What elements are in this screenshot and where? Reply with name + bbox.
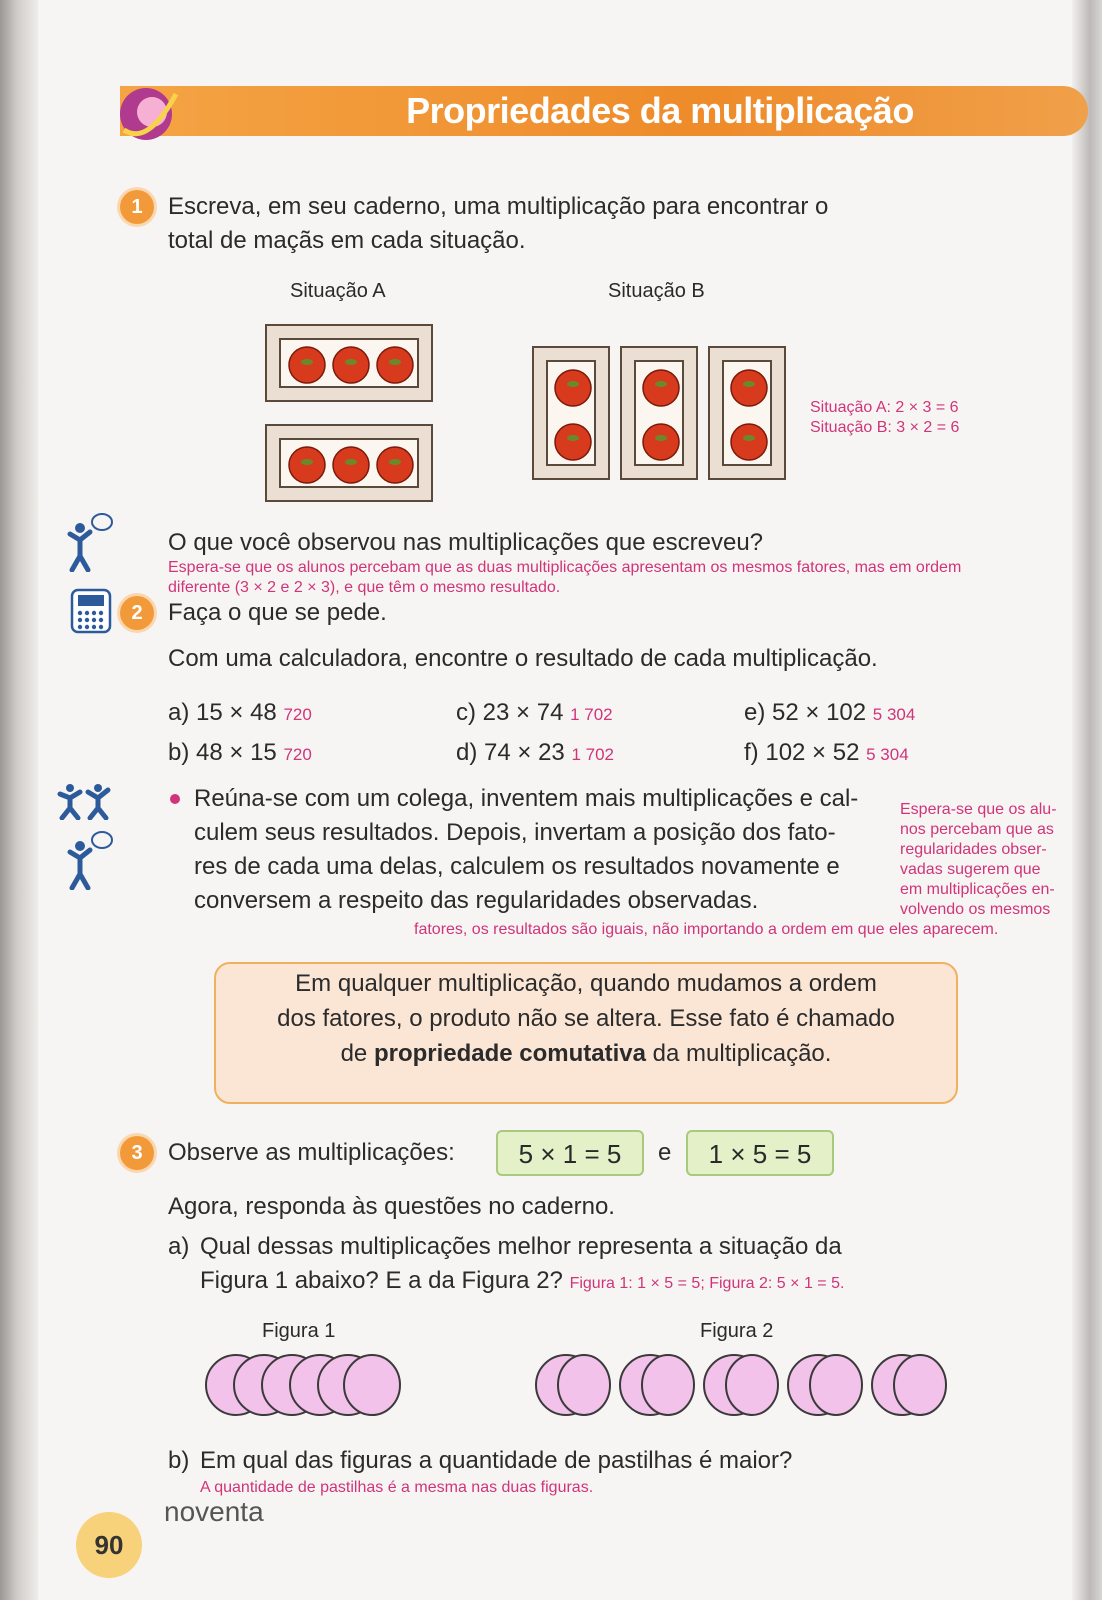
equation-1: 5 × 1 = 5 [496, 1130, 644, 1176]
item-d: d) 74 × 23 1 702 [456, 739, 614, 766]
observation-answer-line2: diferente (3 × 2 e 2 × 3), e que têm o mesmo resultado. [168, 579, 561, 596]
question-3-badge: 3 [120, 1136, 154, 1170]
bullet-side-answer: Espera-se que os alu- nos percebam que as regularidades obser- vadas sugerem que em multiplicações en- volvendo os mesmos [900, 801, 1057, 918]
page-number-word: noventa [164, 1496, 264, 1527]
figure-2-separate-tablets [532, 1352, 952, 1418]
question-3-intro: Observe as multiplicações: [168, 1139, 455, 1166]
observation-answer-line1: Espera-se que os alunos percebam que as duas multiplicações apresentam os mesmos fatores, mas em ordem [168, 559, 962, 576]
item-c-answer: 1 702 [570, 705, 613, 724]
figure-1-stacked-tablets [200, 1352, 410, 1418]
item-d-answer: 1 702 [571, 745, 614, 764]
situation-b-label: Situação B [608, 280, 705, 302]
question-3b-text: Em qual das figuras a quantidade de pastilhas é maior? [200, 1447, 793, 1474]
question-3-prompt: Agora, responda às questões no caderno. [168, 1193, 615, 1220]
situation-a-label: Situação A [290, 280, 386, 302]
apple-crate-b3 [708, 346, 786, 480]
apple-crate-b1 [532, 346, 610, 480]
question-1-line2: total de maçãs em cada situação. [168, 227, 526, 254]
item-b: b) 48 × 15 720 [168, 739, 312, 766]
apple-crate-b2 [620, 346, 698, 480]
question-3b-label: b) [168, 1447, 190, 1474]
swirl-logo-icon [118, 86, 178, 146]
speaking-person-icon [66, 830, 114, 890]
page-right-edge [1072, 0, 1102, 1600]
question-1-line1: Escreva, em seu caderno, uma multiplicação para encontrar o [168, 193, 829, 220]
apple-icon [727, 362, 771, 468]
property-name: propriedade comutativa [373, 1040, 646, 1067]
item-f-answer: 5 304 [866, 745, 909, 764]
question-1-badge: 1 [120, 190, 154, 224]
question-1-text [168, 190, 1068, 258]
figure-2-label: Figura 2 [700, 1320, 774, 1342]
apple-crate-a1 [265, 324, 433, 402]
item-f: f) 102 × 52 5 304 [744, 739, 909, 766]
situation-b-answer: Situação B: 3 × 2 = 6 [810, 419, 960, 436]
bullet-dot [170, 794, 180, 804]
apple-icon [285, 340, 415, 388]
item-b-answer: 720 [283, 745, 312, 764]
rule-text: Em qualquer multiplicação, quando mudamos a ordem dos fatores, o produto não se altera. Esse fato é chamado de propriedade comutativa da multiplicação. [277, 970, 895, 1067]
question-3b-answer: A quantidade de pastilhas é a mesma nas duas figuras. [200, 1479, 594, 1496]
question-3a-label: a) [168, 1233, 190, 1260]
item-e-answer: 5 304 [872, 705, 916, 724]
question-2-badge: 2 [120, 596, 154, 630]
observation-answer [168, 558, 1078, 598]
item-e: e) 52 × 102 5 304 [744, 699, 916, 726]
pair-work-icon [54, 780, 114, 820]
figure-1-label: Figura 1 [262, 1320, 336, 1342]
apple-crate-a2 [265, 424, 433, 502]
observation-question: O que você observou nas multiplicações que escreveu? [168, 529, 764, 556]
question-3a-answer: Figura 1: 1 × 5 = 5; Figura 2: 5 × 1 = 5. [569, 1275, 845, 1292]
item-a: a) 15 × 48 720 [168, 699, 312, 726]
page-title: Propriedades da multiplicação [406, 90, 914, 131]
item-a-answer: 720 [283, 705, 312, 724]
equation-connector: e [658, 1139, 672, 1166]
equation-2: 1 × 5 = 5 [686, 1130, 834, 1176]
apple-icon [285, 440, 415, 488]
speaking-person-icon [66, 512, 114, 572]
page-left-edge [0, 0, 38, 1600]
bullet-side-answer-last: fatores, os resultados são iguais, não importando a ordem em que eles aparecem. [414, 921, 999, 938]
calculator-icon [70, 588, 112, 634]
question-3a-text: Qual dessas multiplicações melhor representa a situação da Figura 1 abaixo? E a da Figura 2? Figura 1: 1 × 5 = 5; Figura 2: 5 × 1 = 5. [200, 1233, 845, 1294]
question-2-instruction: Com uma calculadora, encontre o resultado de cada multiplicação. [168, 645, 878, 672]
apple-icon [551, 362, 595, 468]
apple-icon [639, 362, 683, 468]
bullet-text: Reúna-se com um colega, inventem mais multiplicações e cal- culem seus resultados. Depois, invertam a posição dos fato- res de cada uma delas, calculem os resultados novamente e conversem a respeito das regularidades observadas. [194, 785, 859, 914]
question-2-title: Faça o que se pede. [168, 599, 387, 626]
page-number: 90 [76, 1512, 142, 1578]
situation-a-answer: Situação A: 2 × 3 = 6 [810, 399, 959, 416]
item-c: c) 23 × 74 1 702 [456, 699, 613, 726]
